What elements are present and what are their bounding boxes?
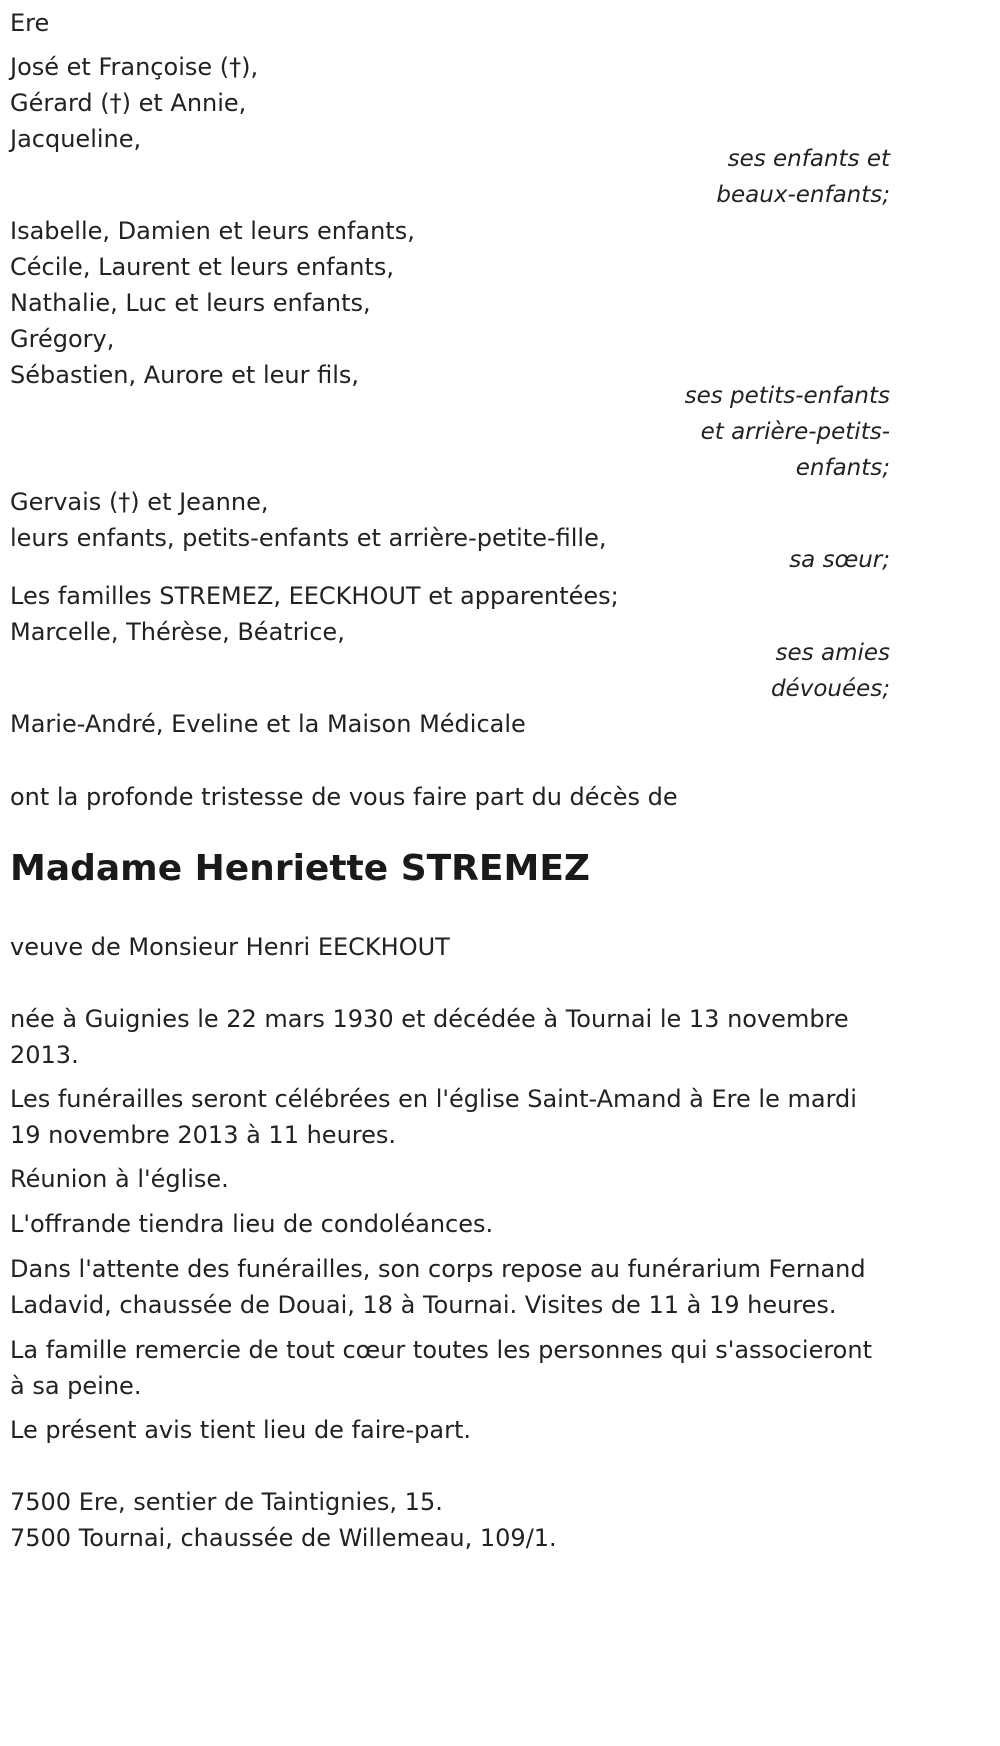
addresses — [10, 1484, 890, 1556]
detail-paragraph: Le présent avis tient lieu de faire-part. — [10, 1416, 472, 1444]
sibling-role — [10, 542, 890, 578]
role-line: beaux-enfants; — [716, 182, 890, 208]
medical-line — [10, 706, 890, 742]
family-line: Sébastien, Aurore et leur fils, — [10, 361, 360, 389]
birth-death-text: née à Guignies le 22 mars 1930 et décédée à Tournai le 13 novembre 2013. — [10, 1005, 849, 1069]
announcement — [10, 779, 890, 815]
location-text: Ere — [10, 9, 50, 37]
children-role — [10, 141, 890, 213]
spouse-line — [10, 929, 890, 965]
family-line: Les familles STREMEZ, EECKHOUT et apparentées; — [10, 582, 619, 610]
family-line: Marcelle, Thérèse, Béatrice, — [10, 618, 345, 646]
family-line: Jacqueline, — [10, 125, 142, 153]
address-line: 7500 Ere, sentier de Taintignies, 15. — [10, 1488, 443, 1516]
family-line: Cécile, Laurent et leurs enfants, — [10, 253, 395, 281]
detail-paragraph: L'offrande tiendra lieu de condoléances. — [10, 1210, 494, 1238]
family-line: Nathalie, Luc et leurs enfants, — [10, 289, 371, 317]
family-line: Marie-André, Eveline et la Maison Médicale — [10, 710, 526, 738]
detail-paragraph: Les funérailles seront célébrées en l'église Saint-Amand à Ere le mardi 19 novembre 2013 à 11 heures. — [10, 1085, 857, 1149]
grandchildren-list — [10, 213, 890, 393]
address-line: 7500 Tournai, chaussée de Willemeau, 109/1. — [10, 1524, 557, 1552]
detail-paragraph: Réunion à l'église. — [10, 1165, 229, 1193]
announcement-text: ont la profonde tristesse de vous faire part du décès de — [10, 783, 678, 811]
detail-paragraph: La famille remercie de tout cœur toutes les personnes qui s'associeront à sa peine. — [10, 1336, 872, 1400]
role-line: sa sœur; — [789, 547, 890, 573]
role-line: et arrière-petits- — [700, 419, 890, 445]
family-line: Gérard (†) et Annie, — [10, 89, 247, 117]
family-line: Isabelle, Damien et leurs enfants, — [10, 217, 415, 245]
role-line: enfants; — [795, 455, 890, 481]
family-line: José et Françoise (†), — [10, 53, 259, 81]
role-line: ses amies — [775, 640, 890, 666]
role-line: ses petits-enfants — [684, 383, 890, 409]
role-line: ses enfants et — [727, 146, 890, 172]
family-line: Grégory, — [10, 325, 115, 353]
deceased-name: Madame Henriette STREMEZ — [10, 848, 591, 889]
header-location — [10, 5, 890, 41]
spouse-text: veuve de Monsieur Henri EECKHOUT — [10, 933, 450, 961]
detail-paragraph: Dans l'attente des funérailles, son corps repose au funérarium Fernand Ladavid, chaussée de Douai, 18 à Tournai. Visites de 11 à 19 heures. — [10, 1255, 866, 1319]
role-line: dévouées; — [770, 676, 890, 702]
family-line: Gervais (†) et Jeanne, — [10, 488, 269, 516]
friends-role — [10, 635, 890, 707]
grandchildren-role — [10, 378, 890, 486]
family-line: leurs enfants, petits-enfants et arrière-petite-fille, — [10, 524, 607, 552]
